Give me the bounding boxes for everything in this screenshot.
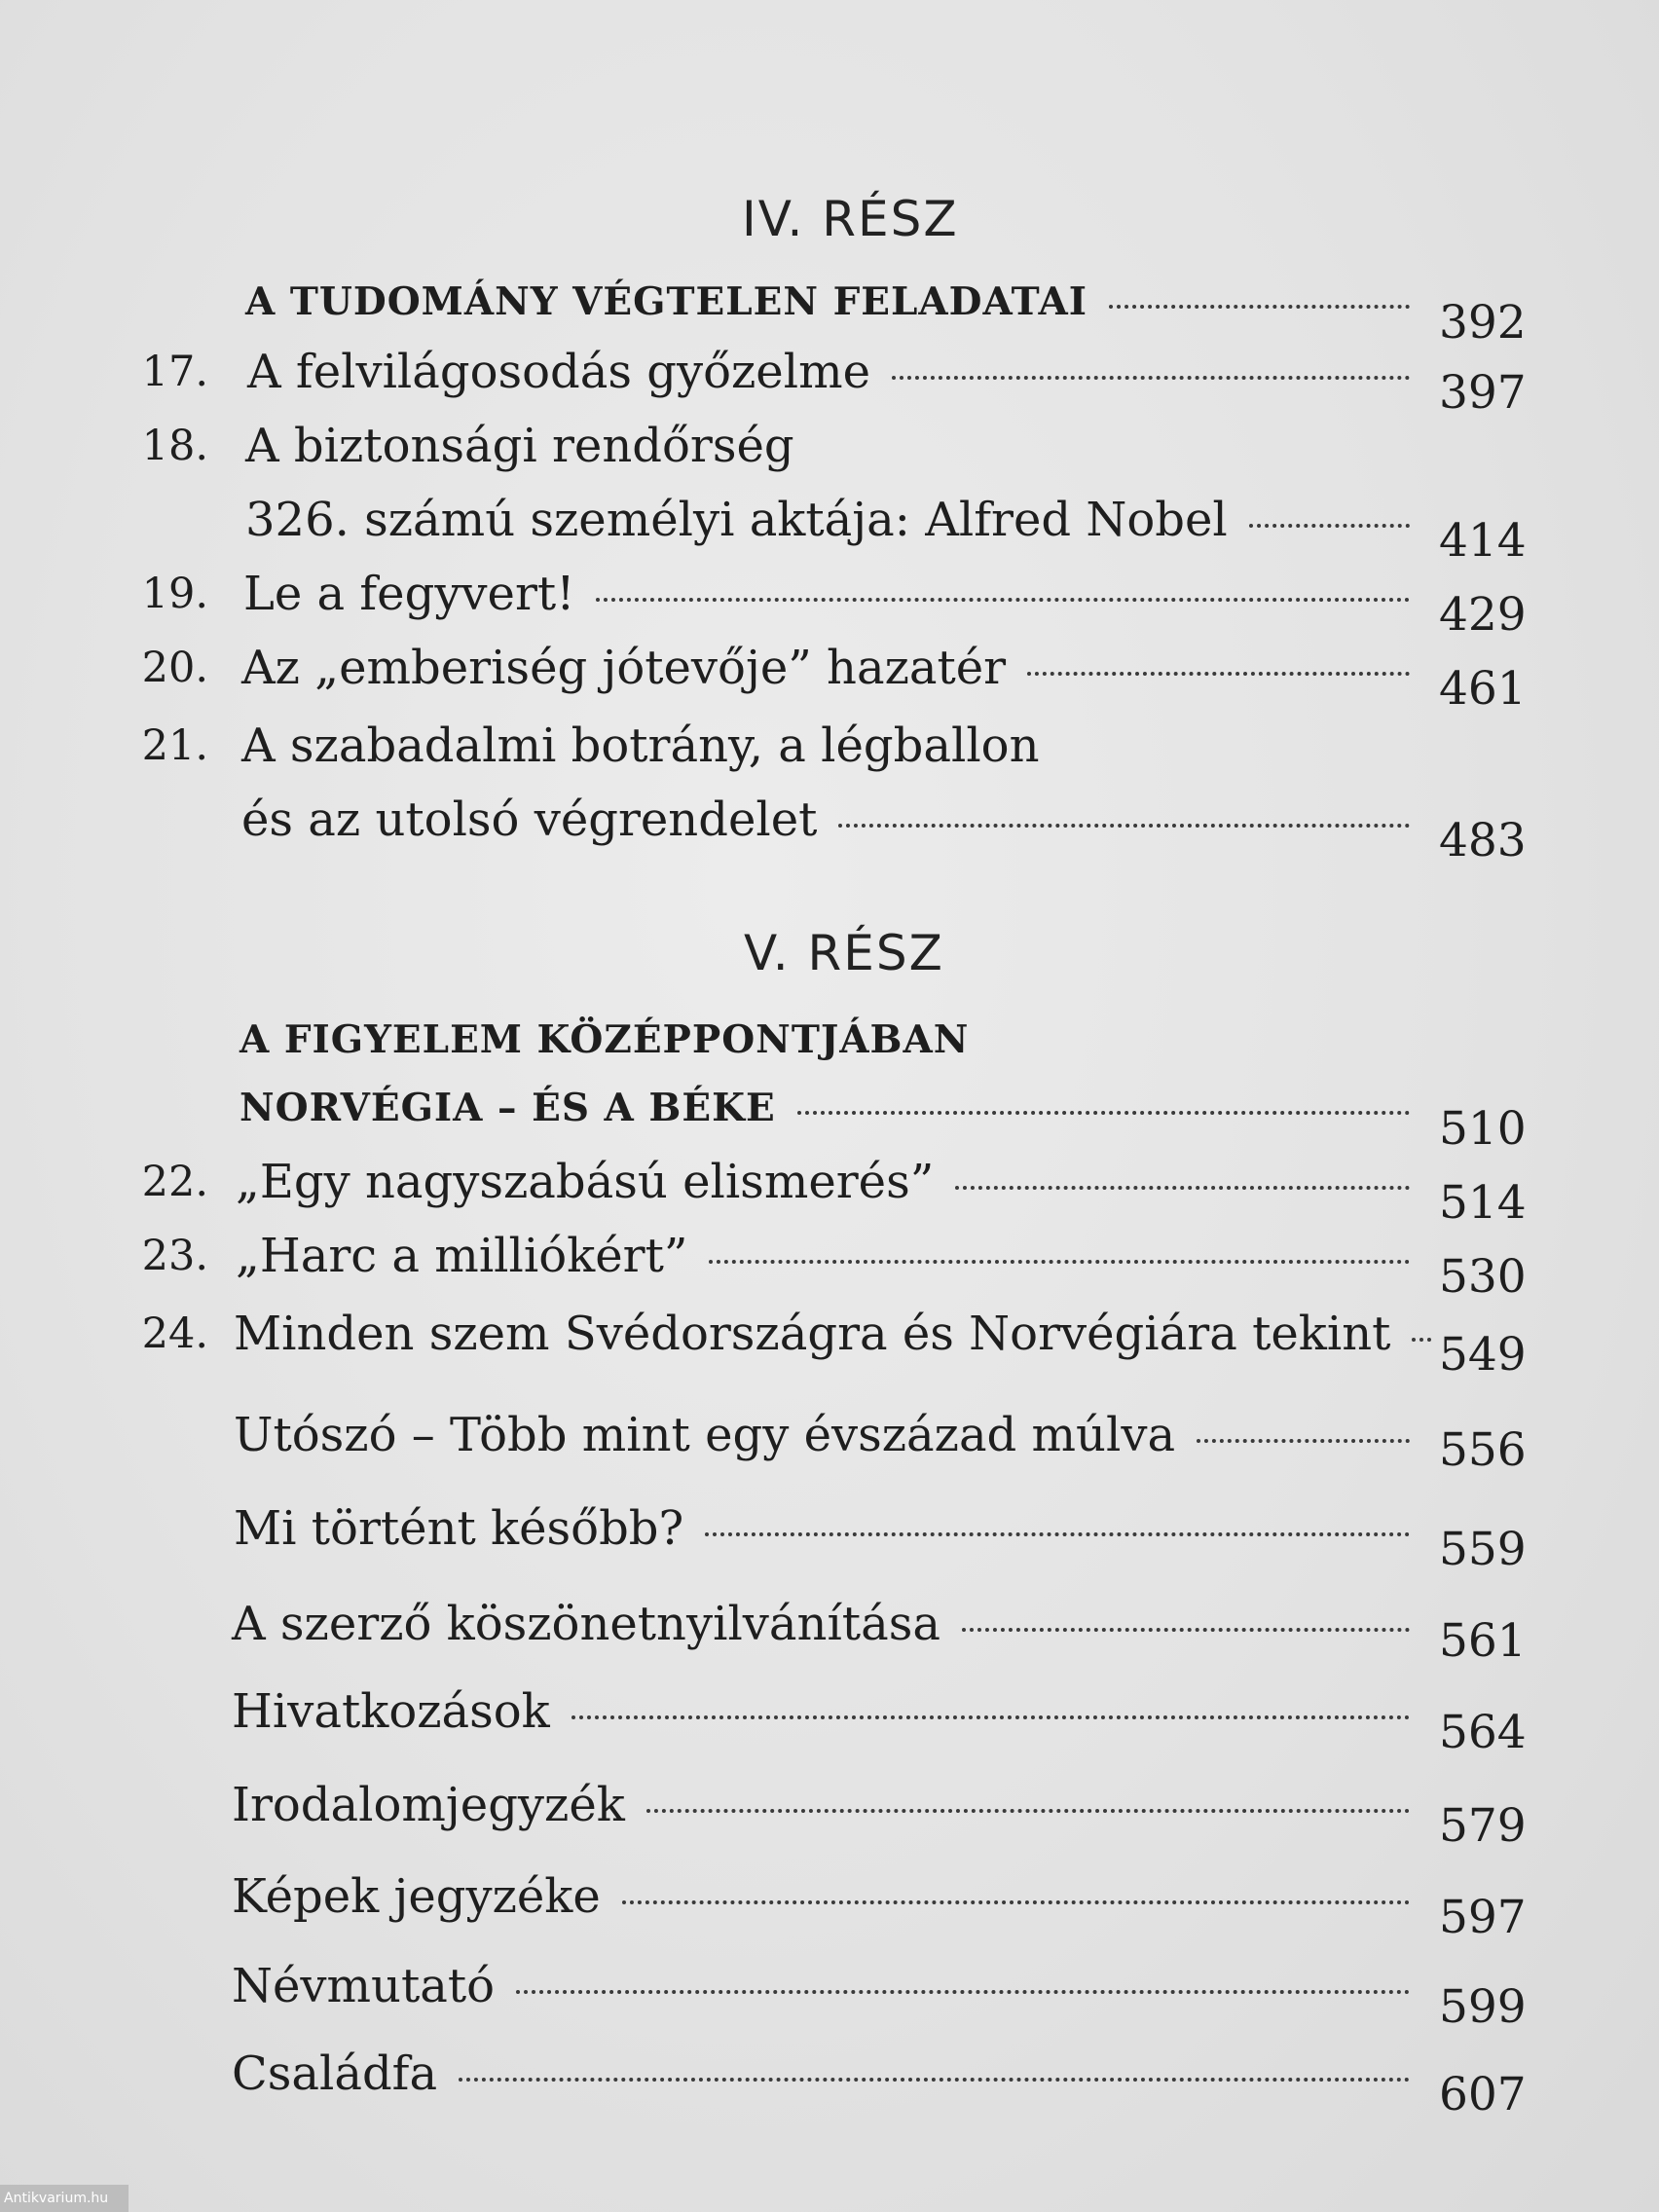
toc-backmatter-row[interactable]	[0, 2045, 1659, 2121]
chapter-number: 19.	[141, 570, 208, 618]
chapter-title: „Harc a milliókért”	[236, 1229, 688, 1283]
toc-backmatter-row[interactable]	[0, 1595, 1659, 1668]
page-number: 429	[1439, 588, 1527, 642]
dot-leader	[516, 1990, 1410, 1994]
dot-leader	[1109, 305, 1410, 309]
chapter-number: 21.	[141, 721, 208, 770]
chapter-title: Le a fegyvert!	[243, 567, 575, 621]
toc-section-row[interactable]	[0, 273, 1659, 350]
page-number: 549	[1439, 1328, 1527, 1382]
chapter-number: 24.	[141, 1309, 208, 1358]
dot-leader	[955, 1186, 1410, 1190]
page-number: 397	[1439, 366, 1527, 420]
toc-chapter-row[interactable]	[0, 1153, 1659, 1230]
chapter-title-line: és az utolsó végrendelet	[241, 793, 818, 847]
dot-leader	[709, 1260, 1410, 1264]
toc-backmatter-row[interactable]	[0, 1776, 1659, 1853]
dot-leader	[596, 598, 1410, 602]
page-number: 483	[1439, 814, 1527, 867]
toc-chapter-row[interactable]	[0, 1305, 1659, 1382]
toc-chapter-row[interactable]	[0, 1227, 1659, 1304]
dot-leader	[1412, 1338, 1431, 1342]
dot-leader	[459, 2078, 1410, 2082]
toc-chapter-row[interactable]	[0, 639, 1659, 716]
toc-backmatter-row[interactable]	[0, 1867, 1659, 1944]
chapter-title: Az „emberiség jótevője” hazatér	[241, 641, 1007, 695]
toc-chapter-row[interactable]	[0, 417, 1659, 475]
page-number: 559	[1439, 1523, 1527, 1576]
dot-leader	[1027, 672, 1410, 676]
chapter-title: Minden szem Svédországra és Norvégiára tekint	[234, 1307, 1391, 1361]
dot-leader	[646, 1809, 1410, 1813]
page-number: 564	[1439, 1706, 1527, 1759]
dot-leader	[705, 1532, 1410, 1536]
page-number: 392	[1439, 296, 1527, 350]
section-title-line: NORVÉGIA – ÉS A BÉKE	[240, 1086, 776, 1130]
toc-chapter-row-continued[interactable]	[0, 491, 1659, 568]
backmatter-title: Képek jegyzéke	[232, 1869, 601, 1924]
dot-leader	[571, 1715, 1410, 1719]
part-v-heading: V. RÉSZ	[744, 925, 944, 981]
toc-chapter-row[interactable]	[0, 717, 1659, 775]
backmatter-title: Névmutató	[232, 1959, 496, 2013]
chapter-title: A felvilágosodás győzelme	[247, 345, 870, 399]
chapter-title-line: A szabadalmi botrány, a légballon	[241, 719, 1040, 773]
section-title-line: A FIGYELEM KÖZÉPPONTJÁBAN	[240, 1017, 970, 1062]
backmatter-title: Mi történt később?	[234, 1501, 684, 1556]
toc-backmatter-row[interactable]	[0, 1957, 1659, 2034]
part-iv-heading: IV. RÉSZ	[742, 191, 959, 247]
chapter-title: „Egy nagyszabású elismerés”	[236, 1155, 935, 1209]
chapter-number: 17.	[141, 348, 208, 396]
dot-leader	[892, 376, 1410, 380]
page-number: 561	[1439, 1614, 1527, 1668]
page-number: 414	[1439, 514, 1527, 568]
dot-leader	[622, 1900, 1410, 1904]
chapter-title-line: A biztonsági rendőrség	[245, 419, 794, 473]
toc-chapter-row[interactable]	[0, 343, 1659, 420]
chapter-number: 20.	[141, 644, 208, 692]
toc-section-row-continued[interactable]	[0, 1079, 1659, 1156]
chapter-number: 22.	[141, 1158, 208, 1206]
dot-leader	[797, 1111, 1410, 1115]
dot-leader	[838, 824, 1410, 828]
toc-chapter-row-continued[interactable]	[0, 791, 1659, 867]
dot-leader	[1249, 524, 1410, 528]
page-number: 514	[1439, 1176, 1527, 1230]
backmatter-title: Hivatkozások	[232, 1684, 550, 1739]
page-number: 556	[1439, 1423, 1527, 1477]
watermark: Antikvarium.hu	[0, 2185, 129, 2212]
toc-section-row[interactable]	[0, 1011, 1659, 1069]
toc-backmatter-row[interactable]	[0, 1406, 1659, 1477]
backmatter-title: A szerző köszönetnyilvánítása	[232, 1597, 940, 1651]
page-number: 597	[1439, 1891, 1527, 1944]
page-number: 530	[1439, 1250, 1527, 1304]
chapter-title-line: 326. számú személyi aktája: Alfred Nobel	[245, 493, 1228, 547]
page-number: 599	[1439, 1980, 1527, 2034]
dot-leader	[1197, 1439, 1410, 1443]
chapter-number: 18.	[141, 422, 208, 470]
backmatter-title: Irodalomjegyzék	[232, 1778, 625, 1832]
backmatter-title: Családfa	[232, 2046, 438, 2101]
page-number: 579	[1439, 1799, 1527, 1853]
page-number: 607	[1439, 2068, 1527, 2121]
section-title: A TUDOMÁNY VÉGTELEN FELADATAI	[245, 279, 1088, 324]
toc-chapter-row[interactable]	[0, 565, 1659, 642]
chapter-number: 23.	[141, 1232, 208, 1280]
toc-backmatter-row[interactable]	[0, 1499, 1659, 1576]
dot-leader	[962, 1628, 1410, 1632]
page-number: 461	[1439, 662, 1527, 716]
page-number: 510	[1439, 1102, 1527, 1156]
backmatter-title: Utószó – Több mint egy évszázad múlva	[234, 1408, 1176, 1462]
toc-backmatter-row[interactable]	[0, 1682, 1659, 1759]
